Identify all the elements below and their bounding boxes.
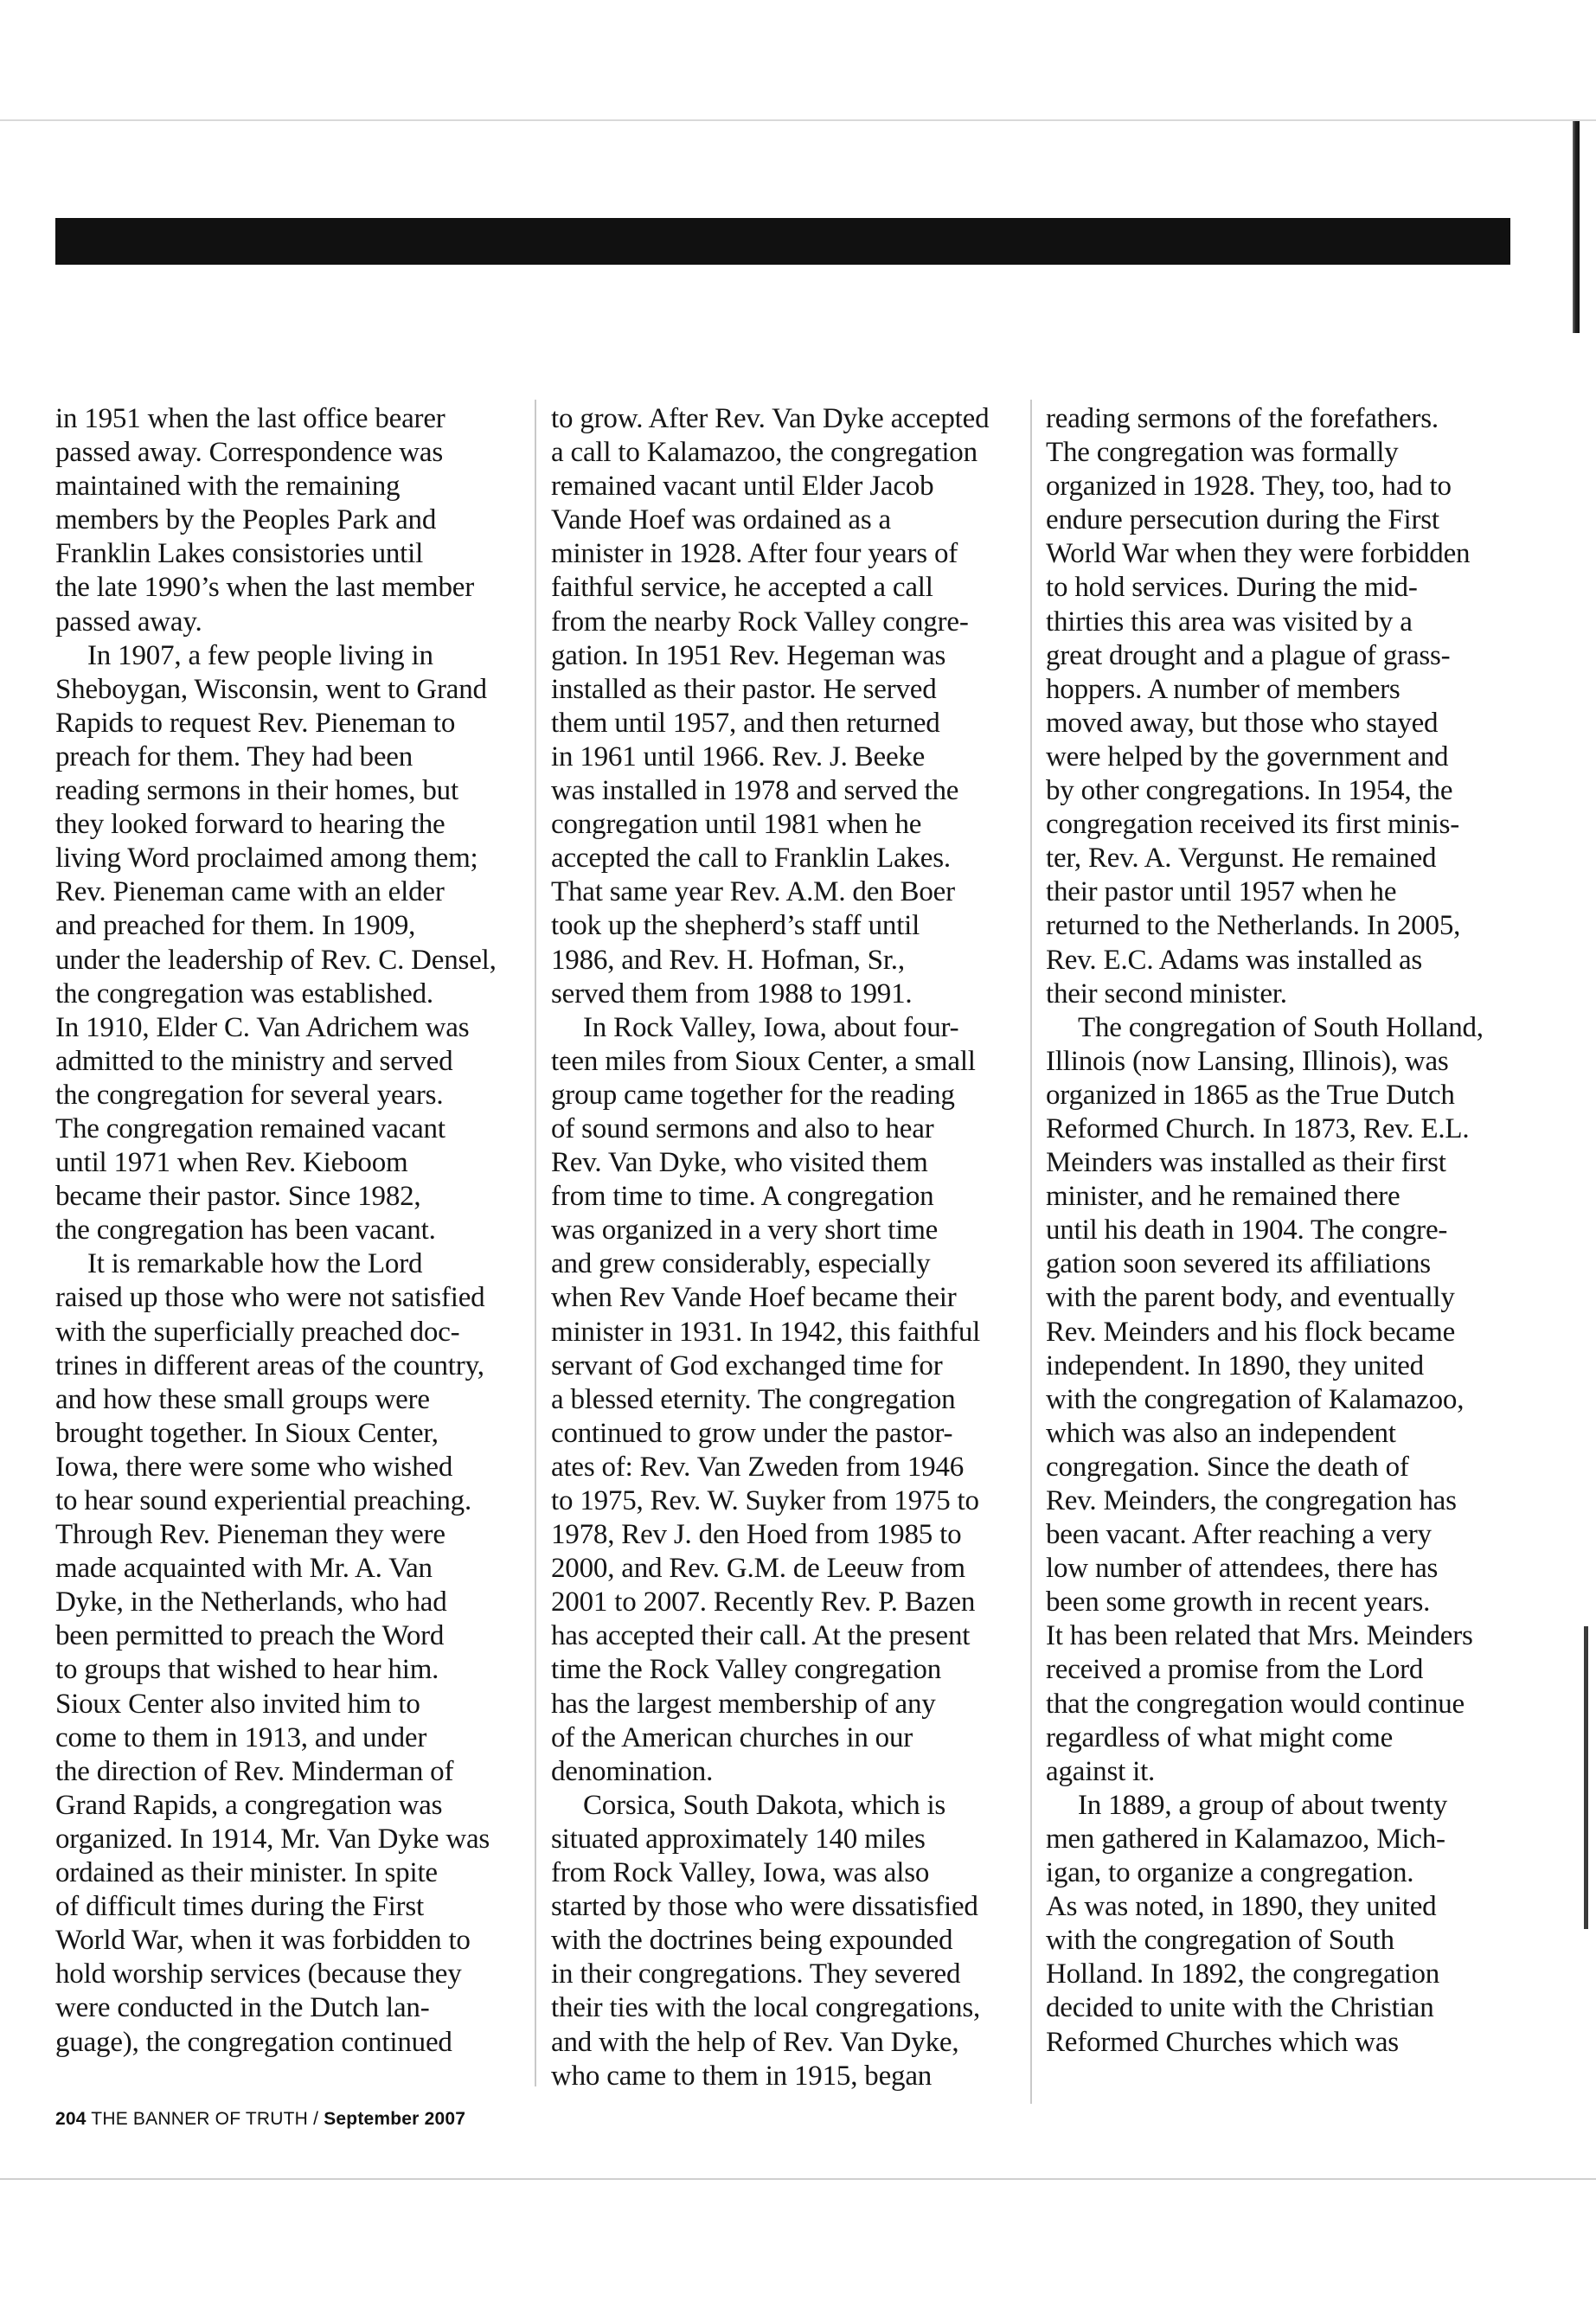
paragraph: In 1889, a group of about twenty men gathered in Kalamazoo, Mich- igan, to organize a congregation. As was noted, in 1890, they united with the congregation of South Holland. In 1892, the congregation decided to unite with the Christian Reformed Churches which was <box>1046 1789 1448 2058</box>
top-rule <box>0 119 1596 121</box>
paragraph: It is remarkable how the Lord raised up those who were not satisfied with the superficially preached doc- trines in different areas of the country, and how these small groups were brought together. In Sioux Center, Iowa, there were some who wished to hear sound experiential preaching. Through Rev. Pieneman they were made acquainted with Mr. A. Van Dyke, in the Netherlands, who had been permitted to preach the Word to groups that wished to hear him. Sioux Center also invited him to come to them in 1913, and under the direction of Rev. Minderman of Grand Rapids, a congregation was organized. In 1914, Mr. Van Dyke was ordained as their minister. In spite of difficult times during the First World War, when it was forbidden to hold worship services (because they were conducted in the Dutch lan- guage), the congregation continued <box>55 1248 490 2058</box>
column-1 <box>55 402 522 2060</box>
page-footer <box>55 2109 465 2130</box>
paragraph: to grow. After Rev. Van Dyke accepted a call to Kalamazoo, the congregation remained vacant until Elder Jacob Vande Hoef was ordained as a minister in 1928. After four years of faithful service, he accepted a call from the nearby Rock Valley congre- gation. In 1951 Rev. Hegeman was installed as their pastor. He served them until 1957, and then returned in 1961 until 1966. Rev. J. Beeke was installed in 1978 and served the congregation until 1981 when he accepted the call to Franklin Lakes. That same year Rev. A.M. den Boer took up the shepherd’s staff until 1986, and Rev. H. Hofman, Sr., served them from 1988 to 1991. <box>551 403 990 1009</box>
paragraph: Corsica, South Dakota, which is situated approximately 140 miles from Rock Valley, Iowa, was also started by those who were dissatisfied with the doctrines being expounded in their congregations. They severed their ties with the local congregations, and with the help of Rev. Van Dyke, who came to them in 1915, began <box>551 1789 981 2092</box>
scan-edge-top <box>1573 121 1580 333</box>
paragraph: In 1907, a few people living in Sheboygan, Wisconsin, went to Grand Rapids to request Rev. Pieneman to preach for them. They had been reading sermons in their homes, but they looked forward to hearing the living Word proclaimed among them; Rev. Pieneman came with an elder and preached for them. In 1909, under the leadership of Rev. C. Densel, the congregation was established. In 1910, Elder C. Van Adrichem was admitted to the ministry and served the congregation for several years. The congregation remained vacant until 1971 when Rev. Kieboom became their pastor. Since 1982, the congregation has been vacant. <box>55 639 497 1247</box>
header-band <box>55 218 1510 265</box>
column-3 <box>1046 402 1513 2060</box>
column-divider-1 <box>535 400 536 2086</box>
column-2 <box>551 402 1018 2093</box>
scan-edge-mid <box>1584 1626 1588 1929</box>
publication-title: THE BANNER OF TRUTH <box>91 2109 309 2129</box>
paragraph: In Rock Valley, Iowa, about four- teen miles from Sioux Center, a small group came together for the reading of sound sermons and also to hear Rev. Van Dyke, who visited them from time to time. A congregation was organized in a very short time and grew considerably, especially when Rev Vande Hoef became their minister in 1931. In 1942, this faithful servant of God exchanged time for a blessed eternity. The congregation continued to grow under the pastor- ates of: Rev. Van Zweden from 1946 to 1975, Rev. W. Suyker from 1975 to 1978, Rev J. den Hoed from 1985 to 2000, and Rev. G.M. de Leeuw from 2001 to 2007. Recently Rev. P. Bazen has accepted their call. At the present time the Rock Valley congregation has the largest membership of any of the American churches in our denomination. <box>551 1011 981 1787</box>
paragraph: in 1951 when the last office bearer passed away. Correspondence was maintained with the remaining members by the Peoples Park and Franklin Lakes consistories until the late 1990’s when the last member passed away. <box>55 403 474 638</box>
paragraph: The congregation of South Holland, Illinois (now Lansing, Illinois), was organized in 1865 as the True Dutch Reformed Church. In 1873, Rev. E.L. Meinders was installed as their first minister, and he remained there until his death in 1904. The congre- gation soon severed its affiliations with the parent body, and eventually Rev. Meinders and his flock became independent. In 1890, they united with the congregation of Kalamazoo, which was also an independent congregation. Since the death of Rev. Meinders, the congregation has been vacant. After reaching a very low number of attendees, there has been some growth in recent years. It has been related that Mrs. Meinders received a promise from the Lord that the congregation would continue regardless of what might come against it. <box>1046 1011 1484 1787</box>
bottom-rule <box>0 2178 1596 2180</box>
footer-separator: / <box>313 2109 319 2129</box>
page-number: 204 <box>55 2109 87 2129</box>
column-divider-2 <box>1030 400 1032 2104</box>
paragraph: reading sermons of the forefathers. The congregation was formally organized in 1928. They, too, had to endure persecution during the First World War when they were forbidden to hold services. During the mid- thirties this area was visited by a great drought and a plague of grass- hoppers. A number of members moved away, but those who stayed were helped by the government and by other congregations. In 1954, the congregation received its first minis- ter, Rev. A. Vergunst. He remained their pastor until 1957 when he returned to the Netherlands. In 2005, Rev. E.C. Adams was installed as their second minister. <box>1046 403 1471 1009</box>
issue-date: September 2007 <box>324 2109 466 2129</box>
